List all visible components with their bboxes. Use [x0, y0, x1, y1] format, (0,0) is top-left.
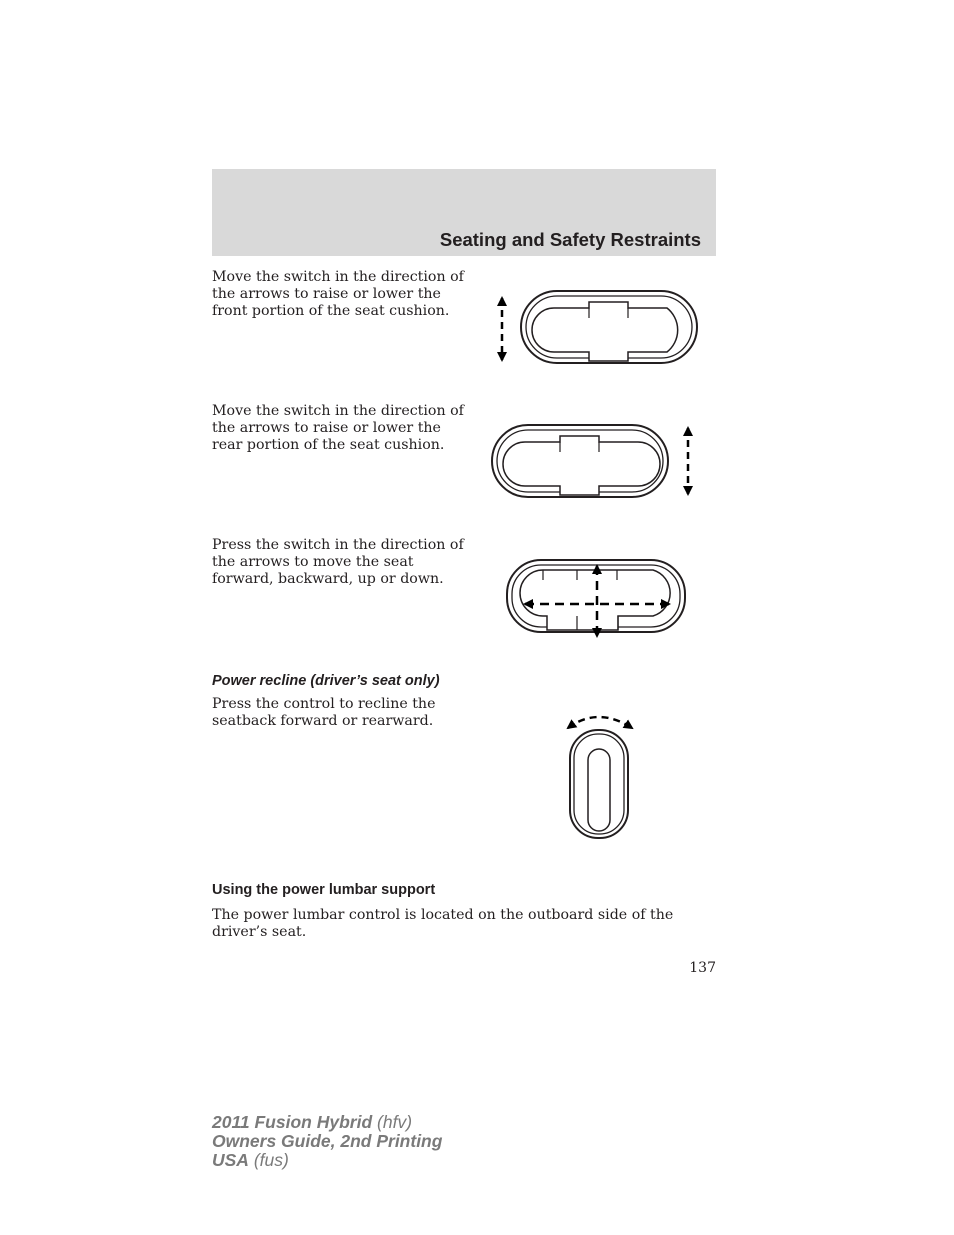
footer-model: 2011 Fusion Hybrid	[212, 1112, 373, 1132]
seat-position-switch-illustration	[505, 558, 690, 640]
footer-edition: Owners Guide, 2nd Printing	[212, 1131, 443, 1151]
footer-model-code: (hfv)	[377, 1112, 413, 1132]
header-band	[212, 169, 716, 256]
seat-position-instruction: Press the switch in the direction of the arrows to move the seat forward, backward, up or down.	[212, 537, 464, 587]
footer-market-code: (fus)	[253, 1150, 289, 1170]
front-cushion-switch-illustration	[490, 288, 700, 368]
recline-control-illustration	[560, 708, 640, 843]
recline-heading: Power recline (driver’s seat only)	[212, 673, 440, 689]
front-cushion-instruction: Move the switch in the direction of the arrows to raise or lower the front portion of the seat cushion.	[212, 269, 464, 319]
page-number: 137	[689, 960, 716, 976]
rear-cushion-instruction: Move the switch in the direction of the arrows to raise or lower the rear portion of the seat cushion.	[212, 403, 464, 453]
section-title: Seating and Safety Restraints	[439, 229, 701, 250]
footer-market: USA	[212, 1150, 249, 1170]
switch-knob	[503, 436, 660, 495]
switch-knob	[532, 302, 678, 361]
lumbar-instruction: The power lumbar control is located on the outboard side of the driver’s seat.	[212, 907, 674, 940]
lumbar-heading: Using the power lumbar support	[212, 882, 436, 898]
curved-arrow	[568, 717, 632, 728]
recline-instruction: Press the control to recline the seatback forward or rearward.	[212, 696, 436, 729]
footer	[212, 1113, 442, 1170]
rear-cushion-switch-illustration	[490, 422, 700, 502]
control-knob	[588, 749, 610, 831]
